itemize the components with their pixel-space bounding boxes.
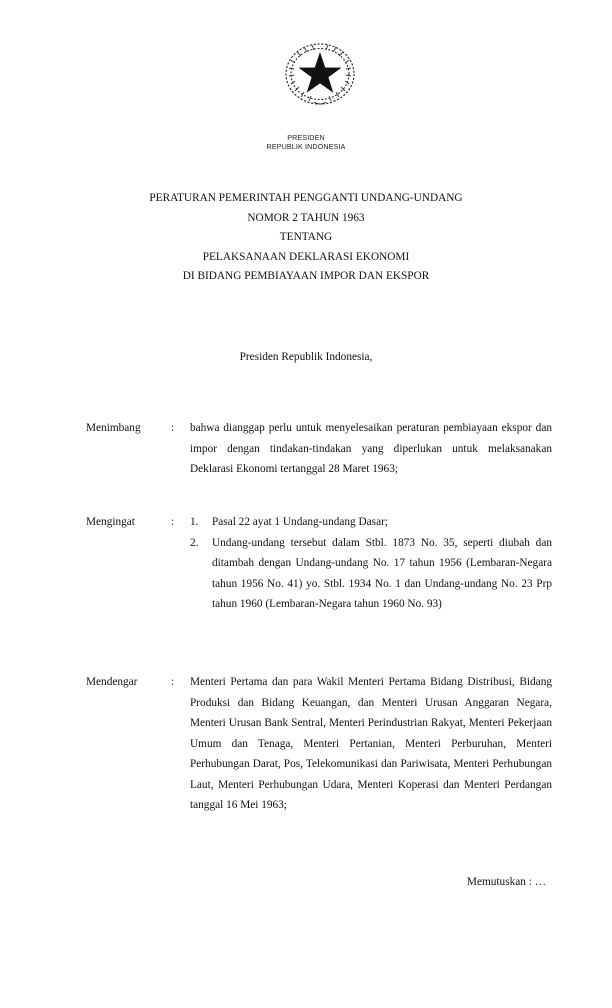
section-label: Mengingat <box>86 516 135 528</box>
title-line-regulation-type: PERATURAN PEMERINTAH PENGGANTI UNDANG-UNDANG <box>149 192 463 204</box>
presidential-emblem-icon <box>281 40 359 108</box>
title-line-subject-1: PELAKSANAAN DEKLARASI EKONOMI <box>202 250 410 263</box>
title-line-number: NOMOR 2 TAHUN 1963 <box>247 211 365 224</box>
section-menimbang <box>86 418 552 480</box>
list-item-text: Undang-undang tersebut dalam Stbl. 1873 No. 35, seperti diubah dan ditambah dengan Undang-undang No. 17 tahun 1956 (Lembaran-Negara tahun 1956 No. 41) yo. Stbl. 1934 No. 1 dan Undang-undang No. 23 Prp tahun 1960 (Lembaran-Negara tahun 1960 No. 93) <box>212 536 552 610</box>
continuation-note: Memutuskan : … <box>466 876 546 888</box>
list-item <box>190 512 552 533</box>
list-item-number: 2. <box>190 536 199 549</box>
section-colon: : <box>171 422 175 434</box>
emblem-caption-republik: REPUBLIK INDONESIA <box>266 142 346 151</box>
section-label: Menimbang <box>86 422 141 434</box>
section-colon: : <box>171 676 175 688</box>
title-line-tentang: TENTANG <box>279 231 333 244</box>
section-body: Menteri Pertama dan para Wakil Menteri Pertama Bidang Distribusi, Bidang Produksi dan Bidang Keuangan, dan Menteri Urusan Anggaran Negara, Menteri Urusan Bank Sentral, Menteri Perindustrian Rakyat, Menteri Pekerjaan Umum dan Tenaga, Menteri Pertanian, Menteri Perburuhan, Menteri Perhubungan Darat, Pos, Telekomunikasi dan Pariwisata, Menteri Perhubungan Laut, Menteri Perhubungan Udara, Menteri Koperasi dan Menteri Perdangan tanggal 16 Mei 1963; <box>190 676 552 811</box>
list-item <box>190 533 552 615</box>
section-colon: : <box>171 516 175 528</box>
opening-statement: Presiden Republik Indonesia, <box>239 351 373 363</box>
section-body: bahwa dianggap perlu untuk menyelesaikan peraturan pembiayaan ekspor dan impor dengan tindakan-tindakan yang diperlukan untuk melaksanakan Deklarasi Ekonomi tertanggal 28 Maret 1963; <box>190 422 552 475</box>
section-label: Mendengar <box>86 676 138 688</box>
section-list <box>190 512 552 615</box>
list-item-text: Pasal 22 ayat 1 Undang-undang Dasar; <box>212 516 388 528</box>
section-mengingat <box>86 512 552 615</box>
document-title <box>0 189 612 287</box>
title-line-subject-2: DI BIDANG PEMBIAYAAN IMPOR DAN EKSPOR <box>182 270 430 283</box>
section-mendengar <box>86 672 552 816</box>
emblem-caption-presiden: PRESIDEN <box>287 133 325 142</box>
list-item-number: 1. <box>190 516 199 528</box>
